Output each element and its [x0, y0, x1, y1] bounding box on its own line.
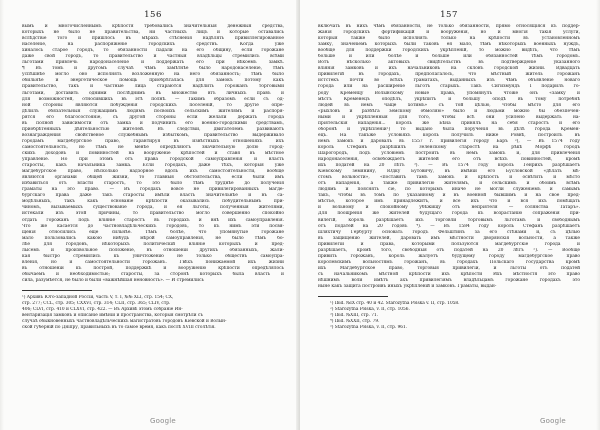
text-line: Для поощренія же жителей будущаго города къ возрастанію сопраженія при-	[318, 211, 580, 217]
text-line: вознаграждения свойственое служебнымъ избыткомъ, правительство выдерживало	[22, 132, 284, 138]
text-line: вленія, но и самостоятельности горожанъ. Гвѣхъ понижаемой ихъ жизни	[22, 259, 284, 265]
text-line: бургскаго права даже такъ старосты имѣли власть значительнѣе и въ са-	[22, 193, 284, 199]
left-page-edge	[0, 0, 4, 430]
text-line: оборонѣ и укрѣпленіи¹) то выдано была порученія въ дѣлѣ города Кремен-	[318, 126, 580, 132]
text-line: даже свой городъ, то правительство и частныя владѣльцы стремились всѣми	[22, 54, 284, 60]
right-footnotes	[318, 301, 580, 331]
text-line: дѣлилъ обязательныя служащимъ людямъ посвоихъ сельскимъ жителямъ и распоря-	[22, 108, 284, 114]
footnote-line: вентаризація замковъ и описаніе имѣніи и пространства, которыя смотрѣли съ	[22, 313, 203, 319]
text-line: являются органами общей жизни, то главныя обстоятельства, если были имъ	[22, 175, 284, 181]
text-line: истекали изъ этой причины, то правительство могло совершенно спокойно	[22, 211, 284, 217]
text-line: избавиться отъ власти старостъ, то это было тѣмъ труднѣе до полученія	[22, 181, 284, 187]
text-line: щенія относились еще сильнѣе. Тѣмъ болѣе, что упомянутые горожане	[22, 229, 284, 235]
text-line: которыхъ не было не правительства, ни частныхъ лицъ и которые оставались	[22, 30, 284, 36]
text-line: отъ податей на 20 годовъ ⁴). — Въ 1584 году король Стефанъ разрѣшаетъ	[318, 223, 580, 229]
google-watermark-right: Google	[540, 417, 566, 425]
text-line: льготами, доставить одними послѣднимъ въ множество втъ личныхъ правъ и	[22, 90, 284, 96]
text-line: вслѣдствіе того и пришлось въ мѣрахъ стѣсненія надѣлять привиллегированное	[22, 36, 284, 42]
text-line: управленіе. Но при этомъ отъ права городской самоуправленія и власть	[22, 157, 284, 163]
text-line: Что же касается до частновладѣльческихъ городовъ, то къ нимъ эти посвя-	[22, 223, 284, 229]
text-line: ной стороны являются побужденія городскихъ поселеній, то другіе опре-	[22, 102, 284, 108]
text-line: чиномъ, вызываемыхъ существованіе города, и ея льготы, полученныя жителями,	[22, 205, 284, 211]
text-line: и вольному и спокойному убѣжищу отъ непріятеля — солянства Татаръ».	[318, 205, 580, 211]
text-line: роду Кременцу Волынскому новые права, упомянулъ чтоже онъ «замку и	[318, 90, 580, 96]
text-line: привить горожанъ, король жалуетъ будущему городу магдебургское право	[318, 253, 580, 259]
footnote-rule-left	[22, 290, 92, 291]
text-line: отдать горожанъ подъ вліяніе старостъ въ городахъ и внѣ ихъ самоуправленія.	[22, 217, 284, 223]
right-page	[300, 0, 600, 430]
text-line: ихъ Магдебургское право, торговыя привилегіи, и льготы отъ податей	[318, 265, 580, 271]
google-watermark-left: Google	[150, 417, 176, 425]
text-line: вымъ и многочисленнымъ крѣпостя требовались значительныя денежныя средства,	[22, 24, 284, 29]
text-line: въ отношеніи къ построй, поддержкѣ и вооруженію крѣпости опредѣлялось	[22, 265, 284, 271]
footnote-line: ¹) Ibid. №IX стр. 40 и 42. Starożytna Polska v. II, стр. 1058.	[330, 301, 460, 307]
text-line: привилегій въ городахъ, предполагалось, что мѣстный житель горожанъ	[318, 72, 580, 78]
text-line: граматы на это право. — Въ городахъ вовсе не привилегированныхъ магде-	[22, 187, 284, 193]
footnote-rule-right	[318, 296, 388, 297]
text-line: Кіевскому земянину, Юдку Бутовичу, въ имѣніи его Бусловской «дѣлать мѣ-	[318, 169, 580, 175]
text-line: рятся его благосостояніе, съ другой стороны если желали держать города	[22, 114, 284, 120]
text-line: королевскимъ вольностямъ горожанъ, въ городахъ Польскаго государства кромѣ	[318, 259, 580, 265]
text-line: Вотъ нѣсколько актовыхъ свидѣтельствъ въ подтвержденіе указанного	[318, 60, 580, 66]
text-line: такъ, чтобы въ томъ по указанному и въ военной бывшимъ и на свое пред-	[318, 193, 580, 199]
text-line: кая быстро стремились къ уничтоженію не только обществъ самоупра-	[22, 253, 284, 259]
footnote-line: ³) Ibid. №XIII, стр. 71.	[330, 313, 379, 319]
footnote-line: ²) Starożytna Polska, v. II, стр. 1056.	[330, 307, 410, 313]
text-line: мѣстье, которое имъ принадлежитъ, и все ихъ что и вся ихъ помѣщать	[318, 199, 580, 205]
text-line: правительство, такъ и частные лица стараются надѣлить горожанъ торговыми	[22, 84, 284, 90]
text-line: лѣе для городовъ, нѣкоторыхъ политическій вліяніе которыхъ и пред-	[22, 241, 284, 247]
right-body-text	[318, 24, 580, 290]
footnote-line: ⁴) Ibid. №XXII, стр. 79.	[330, 319, 380, 325]
text-line: истстекъ почти во всѣхъ граматахъ, выданныхъ изъ чѣмъ объявленіе новаго	[318, 78, 580, 84]
text-line: приобрѣтенныхъ дѣятельностью жителей. Въ следствіи, двигателемъ развиваютъ	[22, 126, 284, 132]
text-line: разрѣшаетъ, кромѣ того, свободныя отъ податей на 20 лѣтъ ⁵). — Вообще	[318, 247, 580, 253]
text-line: съ начальникомъ мѣстной крѣпости ихъ крѣпости Ихъ мѣстностя это право	[318, 271, 580, 277]
text-line: ецъ. На такъже условіяхъ король получилъ ниже Ровнѣ, построилъ въ	[318, 132, 580, 138]
text-line: самостоятельность, но тѣмъ не менѣе опредѣляютъ значительную долю город-	[22, 144, 284, 150]
text-line: городамъ магдебургское право, гарантируя въ извѣстныхъ отношеніяхъ ихъ	[22, 138, 284, 144]
left-footnotes	[22, 295, 284, 331]
text-line: въ полной зависимости отъ замка и подчинить его военно-городскими средствамъ,	[22, 120, 284, 126]
text-line: старосты, какъ начальника замка. Если городахъ, даже тѣхъ, которыя уже	[22, 163, 284, 169]
text-line: народонаселенія, освобождаетъ жителей его отъ всѣхъ повинностей, кромѣ	[318, 157, 580, 163]
left-body-text	[22, 24, 284, 284]
footnote-line: случаѣ обыкновенныхъ частновладѣльческихъ магистратовъ городовъ Кіевской и Волын-	[22, 319, 227, 325]
page-number-right: 157	[440, 10, 458, 20]
text-line: отъ нападенія, а также привилегію жителямъ, и сельскимъ и обоимъ всѣмъ	[318, 181, 580, 187]
text-line: нѣшнимъ воли имѣтъ ахъ привилегіямъ владѣльцамъ горожане городахъ это	[318, 277, 580, 283]
text-line: для возможностей, относившихъ въ этѣ полнѣ. — Такимъ образомъ если съ од-	[22, 96, 284, 102]
text-line: больше и или болѣе и больше или обязанностей тѣмъ городомъ.	[318, 54, 580, 60]
text-line: ными и укрѣпленныя для того, чтобы всѣ они усилено выдержать на-	[318, 114, 580, 120]
text-line: обычаемъ и необходимостью; старосты, за сторонѣ которыхъ была власть и	[22, 271, 284, 277]
text-line: включать въ нихъ чѣмъ обязанности, не только обязанности, прямо относящіяся къ поддер-	[318, 24, 580, 29]
text-line: ихъ податей на 20 лѣтъ ³). — Въ 1574 году король Генрихъ разрѣшаетъ	[318, 163, 580, 169]
text-line: скихъ доходовъ и повинностей на вооруженіе крѣпостей и ставя въ мѣстное	[22, 150, 284, 156]
text-line: ¶ Въ томъ и другомъ случаѣ чѣмъ замѣтнѣе было народонаселеніе, тѣмъ	[22, 66, 284, 72]
text-line: король Стефанъ разрѣшилъ Зелёнскому старостѣ на рѣкѣ Морфѣ городъ	[318, 144, 580, 150]
text-line: обильнѣе и энергетическое помощь приобрѣталась для замокъ потому какъ	[22, 78, 284, 84]
text-line: людямъ и пояснять сіе, по которымъ иначе не могли служеніемъ и самымъ	[318, 187, 580, 193]
text-line: вилегій, король разрѣшаетъ ихъ торговли торговымъ льготамъ и свободнымъ	[318, 217, 580, 223]
text-line: въ защищенію жителей, даровать имъ мѣстности дворянскія вольности, а также	[318, 235, 580, 241]
text-line: стомъ вольности», «поставить тамъ замокъ и крѣпость и освѣтить и мѣсто	[318, 175, 580, 181]
text-line: людей въ немъ чаще хотимъ» съ той цѣлью, чтобы мѣсто для его	[318, 102, 580, 108]
page-number-left: 156	[144, 10, 162, 20]
text-line: «рыхловъ и разбѣга земскому обмоляю» было и людьми можно бы обезпечен-	[318, 108, 580, 114]
text-line: льготами привлечь народонаселеніе и поддержать его при нѣкоемъ замкѣ.	[22, 60, 284, 66]
text-line: Шарогородъ, подъ условіемъ построить въ немъ замокъ и, для привлеченія	[318, 150, 580, 156]
text-line: вліянія замковъ и ихъ начальниковъ на склонъ городской жизни. Вдвадцать	[318, 66, 580, 72]
text-line: немъ замокъ и даровалъ въ 1557 г. привилегія городу Баръ ²), — Въ 1574 году	[318, 138, 580, 144]
text-line: вообще для поддержки городскихъ укрѣпленій, то можно видѣть, что тѣмъ	[318, 48, 580, 54]
footnote-line: ⁵) Starożytna Polska, v. II, стр. 961.	[330, 325, 408, 331]
text-line: шляхтичу Гербурту основать городъ Фельштинъ за его стѣнами и, съ цѣлью	[318, 229, 580, 235]
text-line: мѣстъ Кременецъ оподѣлъ, укрѣпитъ и большу оподѣ въ тому потребнѣ	[318, 96, 580, 102]
text-line: жанія городскихъ фортификацій и вооруженія, но и многія такія услуги,	[318, 30, 580, 36]
text-line: замку, значеніемъ которыхъ были таковъ ея мало, тѣмъ нѣкоторыхъ военныхъ нуждъ,	[318, 42, 580, 48]
right-page-edge	[596, 0, 600, 430]
text-line: населеніе, на распоряженіе городскихъ средствъ. Когда уже	[22, 42, 284, 48]
text-line: которыя также было исполнять только на крѣпости въ установленномъ	[318, 36, 580, 42]
text-line: ныне какъ защита построивъ иныхъ укрѣпленій и замковъ. Граматы, выдан-	[318, 284, 497, 290]
text-line: лысемъ и произвольное положеніе, въ отношеніи другихъ обязанныхъ, жали-	[22, 247, 284, 253]
text-line: сила, разумѣется, не было и были «важнѣйшая неновность». — И стремились	[22, 277, 204, 283]
text-line: города или на расширеніе льготъ старыхъ. Такъ Сигизмундъ I подарилъ го-	[318, 84, 580, 90]
text-line: привилегіи и права, которыми пользуются магдебургскіе города и	[318, 241, 580, 247]
text-line: успѣшнѣе могло оно исполнять возложенную на него обязанность; тѣмъ было	[22, 72, 284, 78]
text-line: магдебургское право, нѣсколько надзорное вдоль ихъ самостоятельности, вообще	[22, 169, 284, 175]
text-line: мало пользовались какою нибудь мѣрой самоуправленія, не было тѣмъ бо-	[22, 235, 284, 241]
text-line: модѣльныхъ, такъ какъ основаніе крѣпости оказывались побудительнымъ при-	[22, 199, 284, 205]
footnote-line: ской губерній по Дніпру, правильныхъ въ то самое время, какъ послѣ XVIII столѣтія.	[22, 325, 216, 331]
text-line: пріятельскія нападенія... король же Бѣна принялъ на себя старостъ и его	[318, 120, 580, 126]
footnote-line: 406; CLVI, стр. 410 и CLXVI, стр. 422. — Въ Архивѣ этомъ собраніе Ин-	[22, 307, 183, 313]
footnote-line: ¹) Архивъ Юго-западной Россіи, часть V, т. I, №№ XLI, стр. 154; CX,	[22, 295, 174, 301]
footnote-line: стр. 277; CCL, стр. 305; CXXVI, стр. 314; CLII, стр. 365; CLIV, стр.	[22, 301, 171, 307]
text-line: хиналось старое городъ, то обязанности падали на его общину, если горожане	[22, 48, 284, 54]
